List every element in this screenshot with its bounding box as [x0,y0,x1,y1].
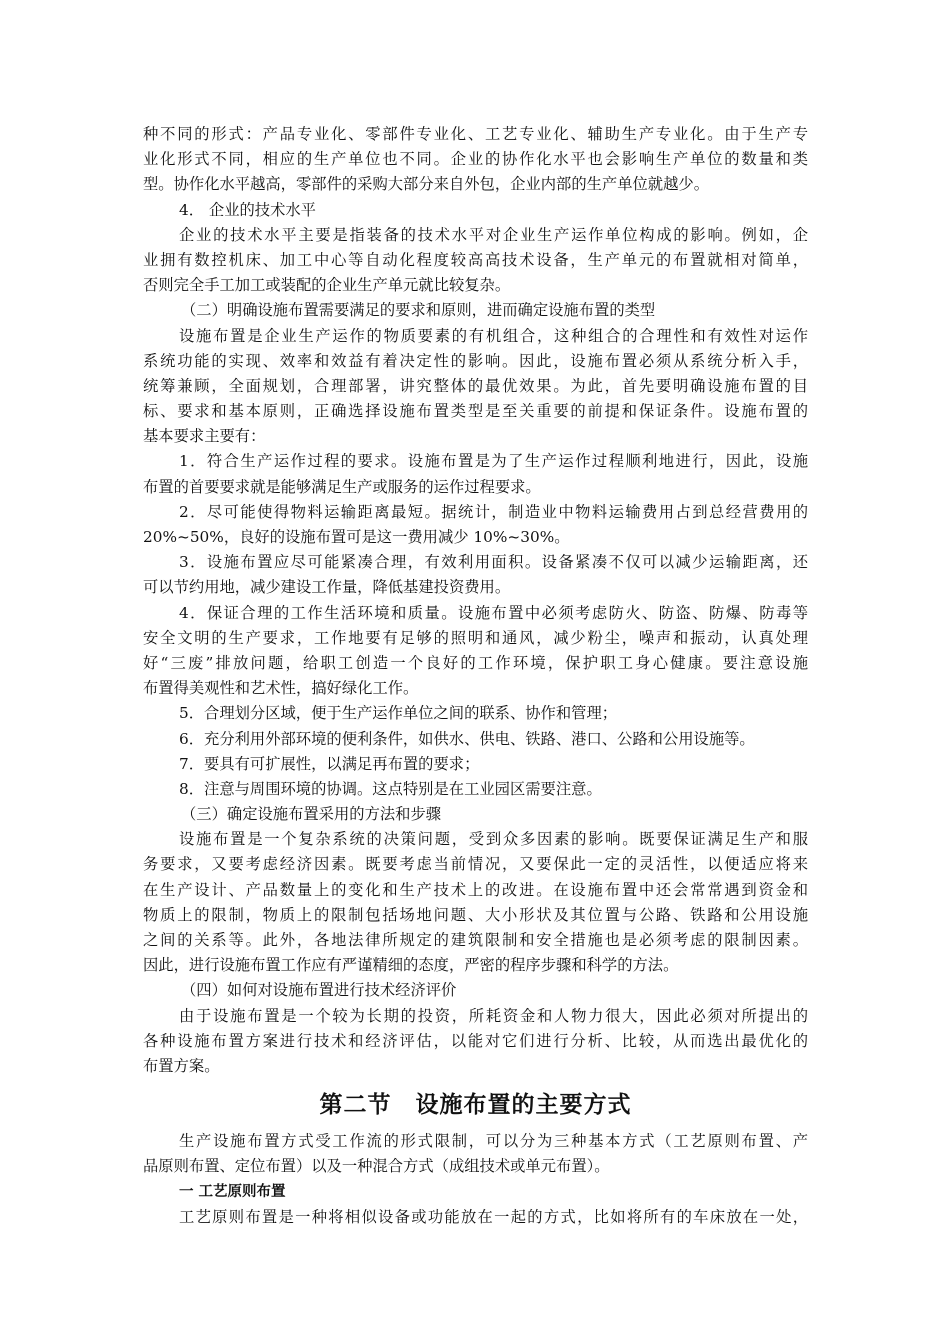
paragraph-line: 生产设施布置方式受工作流的形式限制，可以分为三种基本方式（工艺原则布置、产 [179,1132,808,1151]
paragraph-line: 标、要求和基本原则，正确选择设施布置类型是至关重要的前提和保证条件。设施布置的 [143,402,808,421]
list-item: 7．要具有可扩展性，以满足再布置的要求； [179,754,480,773]
paragraph-line: 由于设施布置是一个较为长期的投资，所耗资金和人物力很大，因此必须对所提出的 [179,1006,808,1025]
paragraph-line: 务要求，又要考虑经济因素。既要考虑当前情况，又要保此一定的灵活性，以便适应将来 [143,855,808,874]
paragraph-line: 因此，进行设施布置工作应有严谨精细的态度，严密的程序步骤和科学的方法。 [143,956,679,975]
paragraph-line: 布置方案。 [143,1056,220,1075]
paragraph-line: 基本要求主要有： [143,427,266,446]
subsection-heading: （四）如何对设施布置进行技术经济评价 [181,981,457,1000]
list-heading: 4． 企业的技术水平 [179,200,316,219]
list-item: 4．保证合理的工作生活环境和质量。设施布置中必须考虑防火、防盗、防爆、防毒等 [179,603,808,622]
paragraph-line: 业拥有数控机床、加工中心等自动化程度较高高技术设备，生产单元的布置就相对简单， [143,250,808,269]
paragraph-line: 物质上的限制，物质上的限制包括场地问题、大小形状及其位置与公路、铁路和公用设施 [143,905,808,924]
paragraph-line: 设施布置是企业生产运作的物质要素的有机组合，这种组合的合理性和有效性对运作 [179,326,808,345]
paragraph-line: 20%~50%，良好的设施布置可是这一费用减少 10%~30%。 [143,528,570,546]
paragraph-line: 在生产设计、产品数量上的变化和生产技术上的改进。在设施布置中还会常常遇到资金和 [143,880,808,899]
paragraph-line: 系统功能的实现、效率和效益有着决定性的影响。因此，设施布置必须从系统分析入手， [143,351,808,370]
document-page [143,122,808,1230]
list-item: 2．尽可能使得物料运输距离最短。据统计，制造业中物料运输费用占到总经营费用的 [179,502,808,521]
paragraph-line: 种不同的形式：产品专业化、零部件专业化、工艺专业化、辅助生产专业化。由于生产专 [143,125,808,143]
subheading: 一 工艺原则布置 [179,1183,286,1200]
list-item: 1．符合生产运作过程的要求。设施布置是为了生产运作过程顺利地进行，因此，设施 [179,452,808,471]
paragraph-line: 设施布置是一个复杂系统的决策问题，受到众多因素的影响。既要保证满足生产和服 [179,830,808,849]
paragraph-line: 否则完全手工加工或装配的企业生产单元就比较复杂。 [143,276,511,295]
paragraph-line: 工艺原则布置是一种将相似设备或功能放在一起的方式，比如将所有的车床放在一处， [179,1207,808,1226]
paragraph-line: 企业的技术水平主要是指装备的技术水平对企业生产运作单位构成的影响。例如，企 [179,225,808,244]
paragraph-line: 型。协作化水平越高，零部件的采购大部分来自外包，企业内部的生产单位就越少。 [143,175,709,194]
section-heading: 第二节 设施布置的主要方式 [319,1092,632,1119]
list-item: 8．注意与周围环境的协调。这点特别是在工业园区需要注意。 [179,779,602,798]
list-item: 5．合理划分区域，便于生产运作单位之间的联系、协作和管理； [179,704,618,723]
paragraph-line: 布置得美观性和艺术性，搞好绿化工作。 [143,679,419,698]
list-item: 6．充分利用外部环境的便利条件，如供水、供电、铁路、港口、公路和公用设施等。 [179,729,755,748]
paragraph-line: 好“三废”排放问题，给职工创造一个良好的工作环境，保护职工身心健康。要注意设施 [143,653,808,672]
paragraph-line: 各种设施布置方案进行技术和经济评估，以能对它们进行分析、比较，从而选出最优化的 [143,1031,808,1050]
subsection-heading: （三）确定设施布置采用的方法和步骤 [181,805,442,824]
subsection-heading: （二）明确设施布置需要满足的要求和原则，进而确定设施布置的类型 [181,301,656,320]
paragraph-line: 之间的关系等。此外，各地法律所规定的建筑限制和安全措施也是必须考虑的限制因素。 [143,931,808,949]
paragraph-line: 布置的首要要求就是能够满足生产或服务的运作过程要求。 [143,477,541,496]
list-item: 3．设施布置应尽可能紧凑合理，有效利用面积。设备紧凑不仅可以减少运输距离，还 [179,553,808,572]
paragraph-line: 安全文明的生产要求，工作地要有足够的照明和通风，减少粉尘，噪声和振动，认真处理 [143,628,808,647]
paragraph-line: 品原则布置、定位布置）以及一种混合方式（成组技术或单元布置）。 [143,1157,610,1176]
paragraph-line: 业化形式不同，相应的生产单位也不同。企业的协作化水平也会影响生产单位的数量和类 [143,150,808,169]
paragraph-line: 统筹兼顾，全面规划，合理部署，讲究整体的最优效果。为此，首先要明确设施布置的目 [143,376,808,395]
paragraph-line: 可以节约用地，减少建设工作量，降低基建投资费用。 [143,578,511,597]
